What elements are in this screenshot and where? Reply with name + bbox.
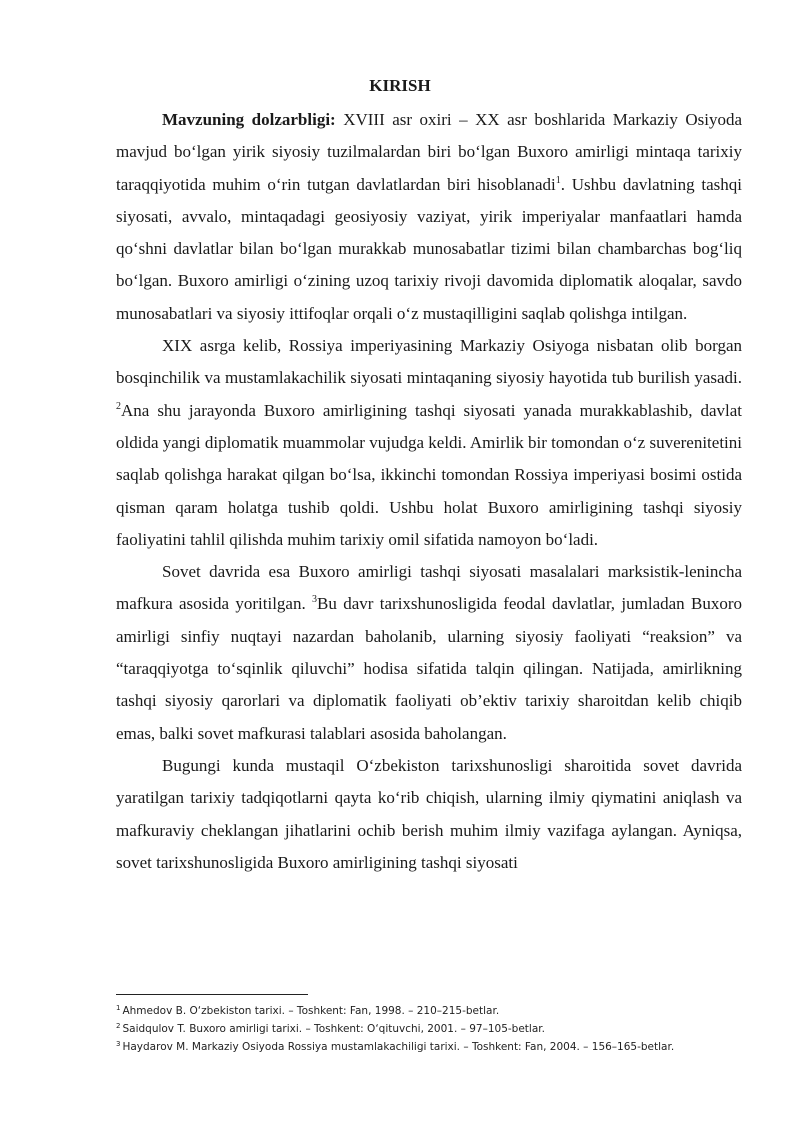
paragraph [116, 556, 742, 750]
footnotes [116, 1002, 756, 1056]
paragraph-text: Bugungi kunda mustaqil O‘zbekiston tarixshunosligi sharoitida sovet davrida yaratilgan tarixiy tadqiqotlarni qayta ko‘rib chiqish, ularning ilmiy qiymatini aniqlash va mafkuraviy cheklangan jihatlarini ochib berish muhim ilmiy vazifaga aylangan. Ayniqsa, sovet tarixshunosligida Buxoro amirligining tashqi siyosati [116, 755, 742, 872]
footnote-separator [116, 994, 308, 995]
paragraph-text: Sovet davrida esa Buxoro amirligi tashqi siyosati masalalari marksistik-lenincha mafkura asosida yoritilgan. [116, 562, 742, 614]
paragraph-text: Bu davr tarixshunosligida feodal davlatlar, jumladan Buxoro amirligi sinfiy nuqtayi nazardan baholanib, ularning siyosiy faoliyati “reaksion” va “taraqqiyotga to‘sqinlik qiluvchi” hodisa sifatida talqin qilingan. Natijada, amirlikning tashqi siyosiy qarorlari va diplomatik faoliyati ob’ektiv tarixiy sharoitdan kelib chiqib emas, balki sovet mafkurasi talablari asosida baholangan. [116, 594, 742, 743]
paragraph [116, 750, 742, 879]
document-body [116, 104, 742, 879]
paragraph-lead: Mavzuning dolzarbligi: [162, 110, 336, 129]
footnote-number: 3 [116, 1040, 121, 1048]
page-title: KIRISH [369, 76, 431, 95]
paragraph-text: XIX asrga kelib, Rossiya imperiyasining Markaziy Osiyoga nisbatan olib borgan bosqinchilik va mustamlakachilik siyosati mintaqaning siyosiy hayotida tub burilish yasadi. [116, 336, 742, 388]
footnote-number: 2 [116, 1022, 121, 1030]
footnote-text: Saidqulov T. Buxoro amirligi tarixi. – Toshkent: O‘qituvchi, 2001. – 97–105-betlar. [122, 1023, 545, 1035]
footnote-number: 1 [116, 1004, 121, 1012]
paragraph-text: XVIII asr oxiri – XX asr boshlarida Markaziy Osiyoda mavjud bo‘lgan yirik siyosiy tuzilmalardan biri bo‘lgan Buxoro amirligi mintaqa tarixiy taraqqiyotida muhim o‘rin tutgan davlatlardan biri hisoblanadi [116, 110, 742, 194]
footnote-reference: 1 [555, 174, 561, 186]
paragraph [116, 104, 742, 330]
paragraph-text: . Ushbu davlatning tashqi siyosati, avvalo, mintaqadagi geosiyosiy vaziyat, yirik imperiyalar manfaatlari hamda qo‘shni davlatlar bilan bo‘lgan murakkab munosabatlar tizimi bilan chambarchas bog‘liq bo‘lgan. Buxoro amirligi o‘zining uzoq tarixiy rivoji davomida diplomatik aloqalar, savdo munosabatlari va siyosiy ittifoqlar orqali o‘z mustaqilligini saqlab qolishga intilgan. [116, 174, 742, 323]
paragraph [116, 330, 742, 556]
footnote-text: Ahmedov B. O‘zbekiston tarixi. – Toshkent: Fan, 1998. – 210–215-betlar. [122, 1005, 500, 1017]
footnote [116, 1038, 756, 1056]
paragraph-text: Ana shu jarayonda Buxoro amirligining tashqi siyosati yanada murakkablashib, davlat oldida yangi diplomatik muammolar vujudga keldi. Amirlik bir tomondan o‘z suverenitetini saqlab qolishga harakat qilgan bo‘lsa, ikkinchi tomondan Rossiya imperiyasi bosimi ostida qisman qaram holatga tushib qoldi. Ushbu holat Buxoro amirligining tashqi siyosiy faoliyatini tahlil qilishda muhim tarixiy omil sifatida namoyon bo‘ladi. [116, 400, 742, 549]
footnote [116, 1002, 756, 1020]
footnote-reference: 2 [116, 400, 121, 412]
footnote [116, 1020, 756, 1038]
footnote-text: Haydarov M. Markaziy Osiyoda Rossiya mustamlakachiligi tarixi. – Toshkent: Fan, 2004. – 156–165-betlar. [122, 1041, 675, 1053]
footnote-reference: 3 [312, 594, 318, 606]
